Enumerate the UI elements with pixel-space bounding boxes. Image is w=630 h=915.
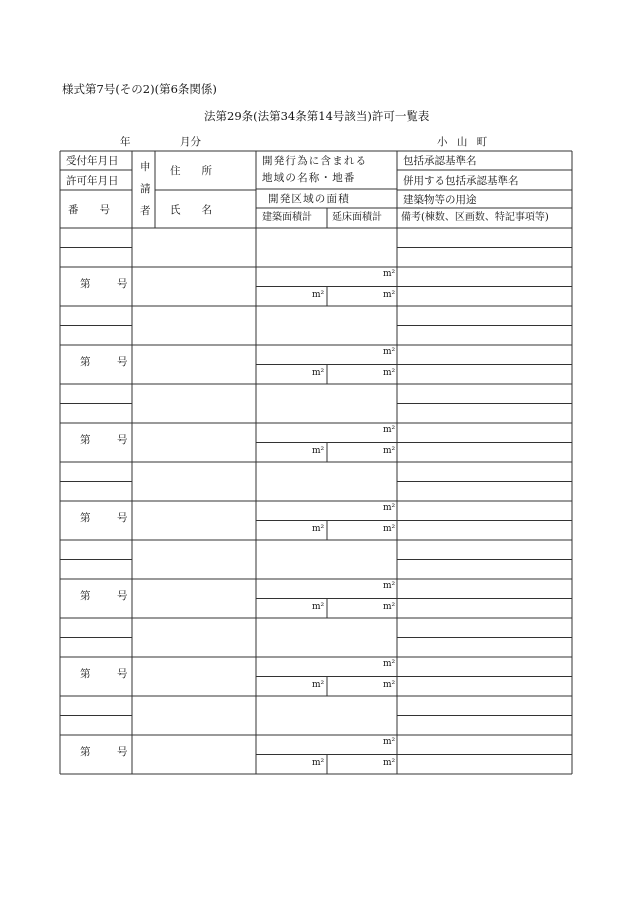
entry-dai-label: 第 [80, 590, 91, 602]
dev-area-unit: m² [383, 581, 396, 591]
header-receipt-date: 受付年月日 [66, 155, 119, 167]
floor-area-unit: m² [383, 367, 396, 378]
period-month: 月分 [180, 136, 201, 148]
floor-area-unit: m² [383, 289, 396, 300]
entry-go-label: 号 [117, 668, 128, 680]
entry-dai-label: 第 [80, 278, 91, 290]
dev-area-unit: m² [383, 269, 396, 279]
building-area-unit: m² [312, 679, 325, 690]
entry-dai-label: 第 [80, 746, 91, 758]
entry-go-label: 号 [117, 746, 128, 758]
dev-area-unit: m² [383, 347, 396, 357]
header-approval-standard: 包括承認基準名 [403, 155, 477, 167]
period-year: 年 [120, 136, 131, 148]
floor-area-unit: m² [383, 445, 396, 456]
entry-dai-label: 第 [80, 668, 91, 680]
header-applicant-3: 者 [140, 205, 151, 217]
entry-go-label: 号 [117, 356, 128, 368]
document-title: 法第29条(法第34条第14号該当)許可一覧表 [204, 109, 430, 123]
entry-go-label: 号 [117, 512, 128, 524]
header-dev-location-1: 開発行為に含まれる [262, 155, 368, 167]
entry-dai-label: 第 [80, 512, 91, 524]
form-label: 様式第7号(その2)(第6条関係) [62, 82, 217, 96]
entry-go-label: 号 [117, 434, 128, 446]
header-permit-date: 許可年月日 [66, 175, 119, 187]
dev-area-unit: m² [383, 659, 396, 669]
building-area-unit: m² [312, 367, 325, 378]
building-area-unit: m² [312, 445, 325, 456]
header-applicant-2: 請 [140, 183, 151, 195]
header-applicant-1: 申 [140, 161, 151, 173]
entry-dai-label: 第 [80, 434, 91, 446]
header-name: 氏 名 [170, 204, 212, 216]
header-address: 住 所 [170, 165, 212, 177]
building-area-unit: m² [312, 601, 325, 612]
building-area-unit: m² [312, 289, 325, 300]
header-floor-area: 延床面積計 [332, 212, 382, 223]
header-building-use: 建築物等の用途 [403, 194, 477, 206]
entry-go-label: 号 [117, 590, 128, 602]
dev-area-unit: m² [383, 503, 396, 513]
header-combined-standard: 併用する包括承認基準名 [403, 175, 519, 187]
building-area-unit: m² [312, 757, 325, 768]
dev-area-unit: m² [383, 425, 396, 435]
entry-dai-label: 第 [80, 356, 91, 368]
floor-area-unit: m² [383, 523, 396, 534]
town-name: 小 山 町 [437, 136, 491, 148]
header-dev-location-2: 地域の名称・地番 [262, 172, 356, 184]
header-building-area: 建築面積計 [262, 212, 312, 223]
floor-area-unit: m² [383, 679, 396, 690]
header-remarks: 備考(棟数、区画数、特記事項等) [401, 212, 549, 223]
building-area-unit: m² [312, 523, 325, 534]
dev-area-unit: m² [383, 737, 396, 747]
header-dev-area: 開発区域の面積 [268, 193, 350, 205]
entry-go-label: 号 [117, 278, 128, 290]
floor-area-unit: m² [383, 757, 396, 768]
header-number: 番 号 [68, 204, 110, 216]
floor-area-unit: m² [383, 601, 396, 612]
